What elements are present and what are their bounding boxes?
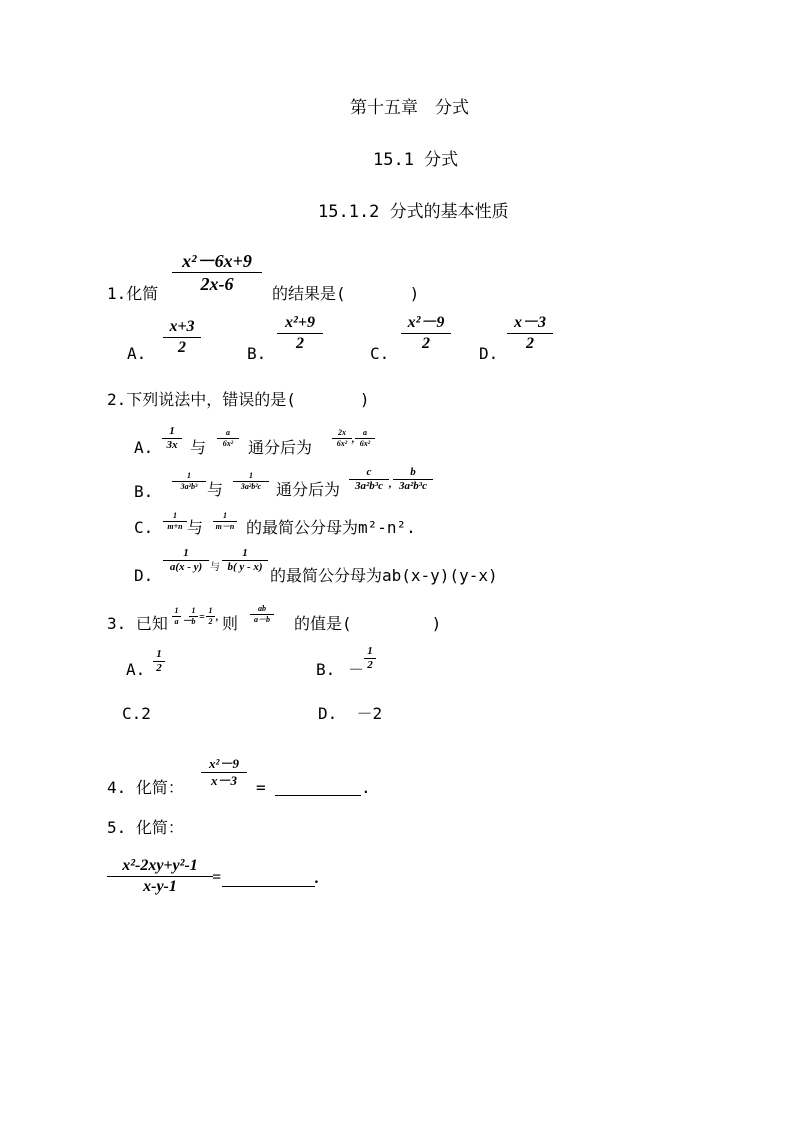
q1-option-c-label: C. [370, 344, 390, 363]
q1-option-b-label: B. [247, 344, 267, 363]
q1-option-b-num: x²+9 [285, 314, 315, 331]
q2-d-frac1-den: a(x - y) [169, 561, 203, 573]
q2-b-result1 [349, 466, 389, 493]
q1-expression [172, 250, 262, 295]
q2-a-result1-num: 2x [338, 428, 346, 437]
q1-expr-num: x²－6x+9 [182, 251, 252, 271]
q2-d-frac2-num: 1 [242, 547, 248, 559]
minus: － [182, 616, 192, 627]
q3-suffix: 的值是( ) [294, 614, 442, 633]
q2-b-result2-den: 3a²b³c [399, 480, 427, 492]
q3-option-b-label: B. [316, 660, 336, 679]
q5-expr-num: x²-2xy+y²-1 [122, 857, 198, 874]
q2-b-frac1-den: 3a²b³ [180, 482, 198, 491]
q3-given-1 [172, 606, 181, 627]
q3-given-3-num: 1 [208, 606, 213, 615]
q2-c-after: 的最简公分母为m²-n². [246, 518, 416, 537]
chapter-title: 第十五章 分式 [350, 98, 469, 118]
q3-given-1-num: 1 [174, 606, 179, 615]
q1-option-b-den: 2 [296, 335, 304, 352]
q3-option-a-label: A. [126, 660, 146, 679]
q2-c-frac1-num: 1 [173, 511, 177, 520]
q3-option-b-num: 1 [367, 645, 373, 657]
q4-expr-den: x－3 [210, 773, 237, 788]
q5-end: . [315, 870, 319, 887]
q4-expr-num: x²－9 [209, 756, 239, 771]
q3-option-a-den: 2 [156, 662, 162, 674]
q1-option-d-den: 2 [526, 335, 534, 352]
q3-given-2-num: 1 [191, 606, 196, 615]
q2-d-frac1 [163, 547, 209, 574]
q1-option-c-den: 2 [422, 335, 430, 352]
q1-option-a-den: 2 [178, 339, 186, 356]
q3-option-b [364, 645, 376, 672]
q2-c-frac2-den: m－n [215, 522, 235, 531]
q2-a-label: A. [134, 438, 154, 457]
q3-then: 则 [222, 614, 239, 633]
comma: , [389, 478, 392, 490]
q2-b-frac1 [172, 471, 206, 492]
q2-a-frac2-den: 6x² [222, 439, 234, 448]
q2-d-frac2 [222, 547, 268, 574]
q2-c-label: C. [134, 518, 154, 537]
q2-c-frac1 [163, 511, 187, 532]
q2-b-mid: 与 [207, 480, 224, 499]
equals: = [199, 612, 205, 623]
q1-suffix: 的结果是( ) [272, 284, 420, 303]
q1-option-d-num: x－3 [513, 314, 546, 331]
q1-expr-den: 2x-6 [200, 274, 234, 294]
q2-a-result1 [332, 428, 352, 449]
q2-b-label: B. [134, 482, 154, 501]
q3-prefix: 3. 已知 [107, 614, 168, 633]
q2-a-frac1 [162, 425, 182, 452]
q4-equals: = [256, 778, 266, 797]
q3-option-a [153, 648, 165, 675]
q2-a-frac2 [217, 428, 239, 449]
q2-c-mid: 与 [187, 518, 204, 537]
q1-option-c-num: x²－9 [407, 314, 445, 331]
q2-d-mid: 与 [210, 562, 220, 573]
q5-equals: = [212, 869, 222, 886]
q2-b-result1-den: 3a²b³c [355, 480, 383, 492]
q3-option-c: C.2 [122, 704, 151, 723]
q2-a-frac1-den: 3x [166, 439, 178, 451]
section-title: 15.1 分式 [373, 150, 459, 170]
q5-expr-den: x-y-1 [143, 878, 177, 895]
q2-c-frac2-num: 1 [223, 511, 227, 520]
q2-stem: 2.下列说法中，错误的是( ) [107, 390, 370, 409]
q2-b-frac2 [233, 471, 269, 492]
q2-b-result2 [393, 466, 433, 493]
q2-b-result1-num: c [366, 466, 372, 478]
q3-given-3 [206, 606, 215, 627]
q2-d-frac1-num: 1 [183, 547, 189, 559]
q4-answer-blank[interactable] [275, 780, 361, 795]
q2-c-frac1-den: m+n [167, 522, 183, 531]
q3-expr-den: a－b [254, 615, 270, 624]
q2-d-frac2-den: b( y - x) [227, 561, 263, 573]
q3-given-2 [189, 606, 198, 627]
q2-b-after: 通分后为 [276, 480, 341, 499]
q2-a-frac1-num: 1 [169, 425, 175, 437]
q2-d-label: D. [134, 566, 154, 585]
q3-option-d: D. －2 [318, 704, 383, 723]
q1-option-a [163, 317, 201, 358]
q3-given-3-den: 2 [208, 617, 213, 626]
q2-a-result2 [355, 428, 375, 449]
q2-a-after: 通分后为 [248, 438, 313, 457]
q2-a-mid: 与 [190, 438, 207, 457]
q3-expr-num: ab [258, 604, 266, 613]
q1-option-d-label: D. [479, 344, 499, 363]
q3-given-2-den: b [191, 617, 196, 626]
q5-prefix: 5. 化简： [107, 818, 184, 837]
q4-prefix: 4. 化简： [107, 778, 184, 797]
q2-b-frac2-num: 1 [249, 471, 253, 480]
q2-b-frac1-num: 1 [187, 471, 191, 480]
q1-prefix: 1.化简 [107, 284, 159, 303]
q3-option-b-den: 2 [367, 659, 373, 671]
q2-a-result2-den: 6x² [359, 439, 371, 448]
q5-expression [107, 856, 213, 897]
q1-option-b [277, 313, 323, 354]
q3-expression [250, 604, 274, 625]
q5-answer-blank[interactable] [222, 870, 315, 886]
q4-expression [201, 756, 247, 789]
subsection-title: 15.1.2 分式的基本性质 [318, 202, 509, 222]
q2-c-frac2 [213, 511, 237, 532]
q2-a-result2-num: a [363, 428, 367, 437]
q2-d-after: 的最简公分母为ab(x-y)(y-x) [270, 566, 498, 585]
comma: , [352, 434, 355, 445]
q1-option-c [401, 313, 451, 354]
q2-a-result1-den: 6x² [336, 439, 348, 448]
q2-b-frac2-den: 3a²b²c [240, 482, 262, 491]
q1-option-d [507, 313, 553, 354]
q4-end: . [361, 778, 371, 797]
q3-option-a-num: 1 [156, 648, 162, 660]
q3-option-b-sign: － [348, 660, 365, 679]
q2-b-result2-num: b [410, 466, 416, 478]
q1-option-a-num: x+3 [169, 318, 195, 335]
q1-option-a-label: A. [127, 344, 147, 363]
comma: , [216, 612, 219, 623]
q2-a-frac2-num: a [226, 428, 230, 437]
q3-given-1-den: a [174, 617, 179, 626]
